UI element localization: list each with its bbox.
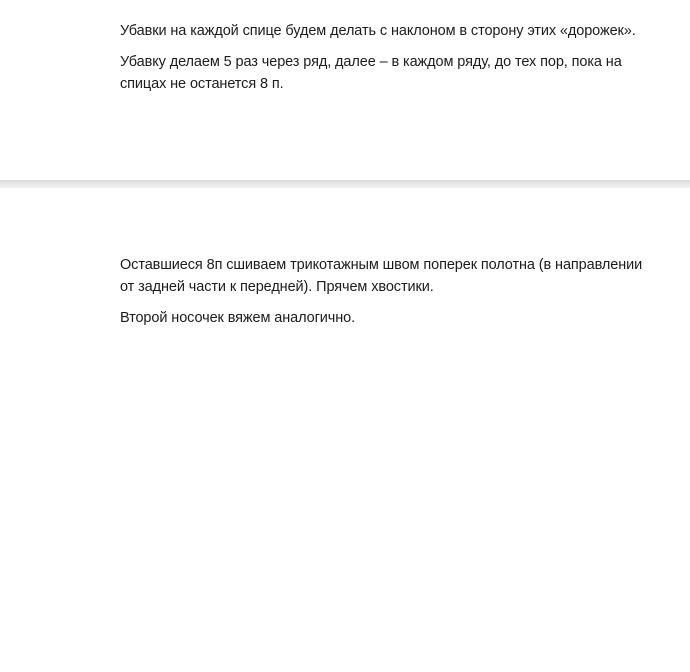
- paragraph-second-sock: Второй носочек вяжем аналогично.: [120, 310, 356, 326]
- paragraph-decreases-direction: Убавки на каждой спице будем делать с наклоном в сторону этих «дорожек».: [120, 23, 636, 39]
- paragraph-decrease-schedule: Убавку делаем 5 раз через ряд, далее – в каждом ряду, до тех пор, пока на спицах не останется 8 п.: [120, 54, 622, 92]
- page-separator: [0, 180, 690, 188]
- document-page-2: [0, 188, 690, 672]
- page-1-text: [120, 20, 650, 104]
- document-page-1: [0, 0, 690, 180]
- page-2-text: [120, 254, 650, 338]
- paragraph-finishing-seam: Оставшиеся 8п сшиваем трикотажным швом поперек полотна (в направлении от задней части к передней). Прячем хвостики.: [120, 257, 643, 295]
